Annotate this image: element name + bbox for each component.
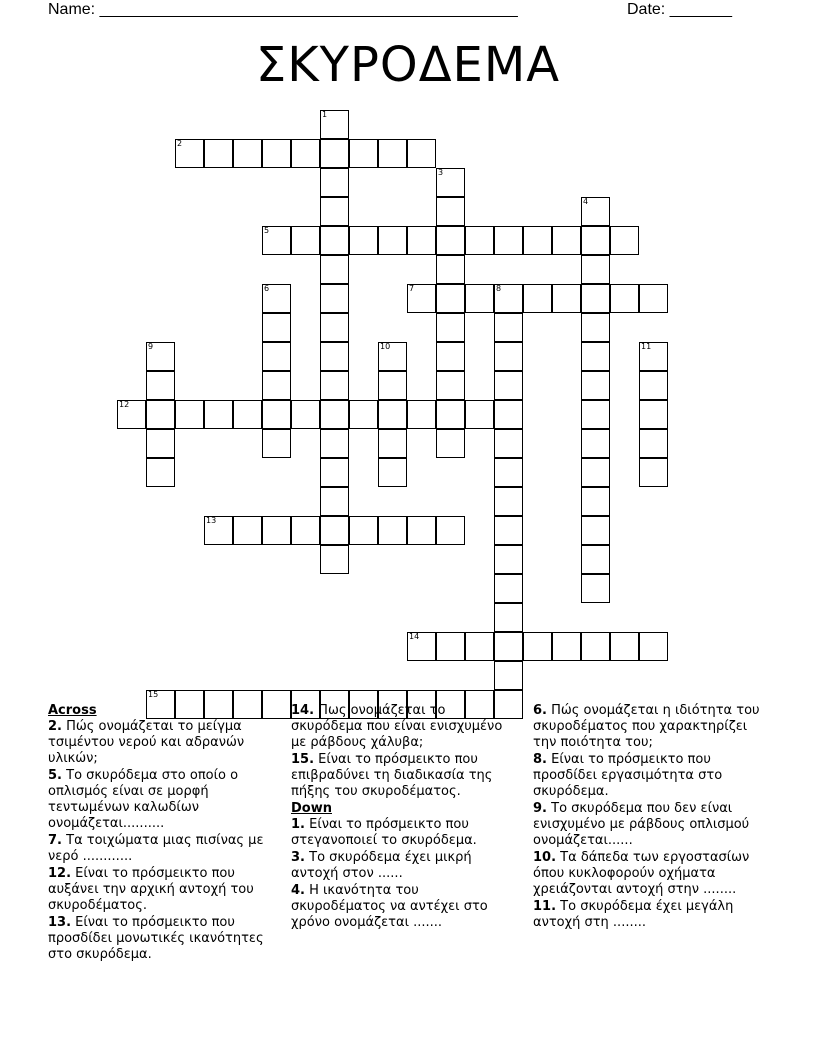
down-clue-6	[533, 703, 768, 751]
grid-cell[interactable]	[291, 400, 320, 429]
grid-cell[interactable]	[523, 226, 552, 255]
clues-column-1	[48, 703, 273, 964]
grid-cell[interactable]	[639, 284, 668, 313]
down-clue-4	[291, 883, 516, 931]
clue-number: 6.	[533, 703, 547, 718]
grid-cell[interactable]	[378, 516, 407, 545]
grid-cell[interactable]	[639, 342, 668, 371]
grid-cell[interactable]	[349, 226, 378, 255]
clue-text: Η ικανότητα του σκυροδέματος να αντέχει στο χρόνο ονομάζεται .......	[291, 883, 488, 930]
grid-cell[interactable]	[581, 342, 610, 371]
grid-cell[interactable]	[320, 139, 349, 168]
clues-column-2	[291, 703, 516, 932]
clue-number: 11.	[533, 899, 557, 914]
grid-cell[interactable]	[436, 632, 465, 661]
grid-cell[interactable]	[320, 197, 349, 226]
cell-number: 13	[206, 516, 217, 525]
clue-text: Είναι το πρόσμεικτο που προσδίδει μονωτικές ικανότητες στο σκυρόδεμα.	[48, 915, 264, 962]
grid-cell[interactable]	[639, 458, 668, 487]
clue-number: 12.	[48, 866, 72, 881]
grid-cell[interactable]	[436, 168, 465, 197]
grid-cell[interactable]	[378, 342, 407, 371]
grid-cell[interactable]	[262, 429, 291, 458]
clue-text: Πώς ονομάζεται η ιδιότητα του σκυροδέματος που χαρακτηρίζει την ποιότητα του;	[533, 703, 760, 750]
clue-text: Το σκυρόδεμα στο οποίο ο οπλισμός είναι σε μορφή τεντωμένων καλωδίων ονομάζεται..........	[48, 768, 239, 831]
grid-cell[interactable]	[320, 458, 349, 487]
grid-cell[interactable]	[262, 342, 291, 371]
grid-cell[interactable]	[320, 429, 349, 458]
grid-cell[interactable]	[407, 400, 436, 429]
grid-cell[interactable]	[204, 516, 233, 545]
grid-cell[interactable]	[610, 632, 639, 661]
grid-cell[interactable]	[262, 284, 291, 313]
across-clue-13	[48, 915, 273, 963]
grid-cell[interactable]	[436, 313, 465, 342]
cell-number: 14	[409, 632, 420, 641]
grid-cell[interactable]	[320, 545, 349, 574]
cell-number: 2	[177, 139, 183, 148]
grid-cell[interactable]	[262, 313, 291, 342]
clue-number: 4.	[291, 883, 305, 898]
grid-cell[interactable]	[378, 139, 407, 168]
clue-text: Τα δάπεδα των εργοστασίων όπου κυκλοφορούν οχήματα χρειάζονται αντοχή στην ........	[533, 850, 750, 897]
grid-cell[interactable]	[407, 139, 436, 168]
grid-cell[interactable]	[233, 400, 262, 429]
grid-cell[interactable]	[523, 632, 552, 661]
grid-cell[interactable]	[436, 400, 465, 429]
grid-cell[interactable]	[639, 400, 668, 429]
grid-cell[interactable]	[494, 284, 523, 313]
clue-text: Το σκυρόδεμα έχει μεγάλη αντοχή στη ........	[533, 899, 734, 930]
cell-number: 9	[148, 342, 154, 351]
grid-cell[interactable]	[146, 342, 175, 371]
clue-number: 2.	[48, 719, 62, 734]
grid-cell[interactable]	[320, 400, 349, 429]
cell-number: 8	[496, 284, 502, 293]
name-field-label: Name: _______________________________________________	[48, 1, 518, 18]
cell-number: 6	[264, 284, 270, 293]
grid-cell[interactable]	[320, 371, 349, 400]
down-clue-10	[533, 850, 768, 898]
grid-cell[interactable]	[175, 139, 204, 168]
grid-cell[interactable]	[610, 226, 639, 255]
grid-cell[interactable]	[610, 284, 639, 313]
grid-cell[interactable]	[494, 371, 523, 400]
down-clue-1	[291, 817, 516, 849]
grid-cell[interactable]	[494, 545, 523, 574]
grid-cell[interactable]	[494, 487, 523, 516]
grid-cell[interactable]	[320, 313, 349, 342]
clue-number: 10.	[533, 850, 557, 865]
clue-text: Είναι το πρόσμεικτο που επιβραδύνει τη διαδικασία της πήξης του σκυροδέματος.	[291, 752, 493, 799]
clue-number: 13.	[48, 915, 72, 930]
across-clue-14	[291, 703, 516, 751]
grid-cell[interactable]	[291, 226, 320, 255]
grid-cell[interactable]	[320, 110, 349, 139]
grid-cell[interactable]	[262, 516, 291, 545]
clue-text: Το σκυρόδεμα έχει μικρή αντοχή στον ......	[291, 850, 472, 881]
grid-cell[interactable]	[378, 458, 407, 487]
cell-number: 4	[583, 197, 589, 206]
grid-cell[interactable]	[378, 226, 407, 255]
clues-column-3	[533, 703, 768, 932]
grid-cell[interactable]	[378, 400, 407, 429]
grid-cell[interactable]	[320, 255, 349, 284]
across-clue-12	[48, 866, 273, 914]
grid-cell[interactable]	[494, 342, 523, 371]
clue-number: 14.	[291, 703, 315, 718]
cell-number: 3	[438, 168, 444, 177]
grid-cell[interactable]	[581, 400, 610, 429]
date-field-label: Date: _______	[627, 1, 732, 18]
grid-cell[interactable]	[146, 400, 175, 429]
grid-cell[interactable]	[262, 371, 291, 400]
grid-cell[interactable]	[581, 284, 610, 313]
clue-number: 5.	[48, 768, 62, 783]
grid-cell[interactable]	[291, 139, 320, 168]
clue-text: Είναι το πρόσμεικτο που στεγανοποιεί το σκυρόδεμα.	[291, 817, 477, 848]
grid-cell[interactable]	[639, 632, 668, 661]
grid-cell[interactable]	[581, 255, 610, 284]
grid-cell[interactable]	[436, 197, 465, 226]
grid-cell[interactable]	[465, 400, 494, 429]
grid-cell[interactable]	[581, 574, 610, 603]
cell-number: 12	[119, 400, 130, 409]
clue-text: Είναι το πρόσμεικτο που προσδίδει εργασιμότητα στο σκυρόδεμα.	[533, 752, 723, 799]
grid-cell[interactable]	[581, 516, 610, 545]
grid-cell[interactable]	[262, 139, 291, 168]
grid-cell[interactable]	[175, 400, 204, 429]
clue-number: 9.	[533, 801, 547, 816]
grid-cell[interactable]	[407, 226, 436, 255]
grid-cell[interactable]	[436, 516, 465, 545]
grid-cell[interactable]	[581, 313, 610, 342]
grid-cell[interactable]	[494, 458, 523, 487]
across-clue-15	[291, 752, 516, 800]
grid-cell[interactable]	[494, 429, 523, 458]
across-clue-2	[48, 719, 273, 767]
grid-cell[interactable]	[523, 284, 552, 313]
grid-cell[interactable]	[494, 632, 523, 661]
grid-cell[interactable]	[494, 603, 523, 632]
grid-cell[interactable]	[320, 284, 349, 313]
grid-cell[interactable]	[436, 284, 465, 313]
grid-cell[interactable]	[146, 429, 175, 458]
down-clue-3	[291, 850, 516, 882]
grid-cell[interactable]	[117, 400, 146, 429]
clue-text: Το σκυρόδεμα που δεν είναι ενισχυμένο με ράβδους οπλισμού ονομάζεται......	[533, 801, 750, 848]
down-heading: Down	[291, 801, 332, 816]
clue-text: Πώς ονομάζεται το μείγμα τσιμέντου νερού και αδρανών υλικών;	[48, 719, 245, 766]
grid-cell[interactable]	[320, 487, 349, 516]
clue-text: Τα τοιχώματα μιας πισίνας με νερό ............	[48, 833, 264, 864]
grid-cell[interactable]	[581, 487, 610, 516]
grid-cell[interactable]	[581, 458, 610, 487]
cell-number: 5	[264, 226, 270, 235]
cell-number: 7	[409, 284, 415, 293]
grid-cell[interactable]	[494, 574, 523, 603]
grid-cell[interactable]	[146, 371, 175, 400]
grid-cell[interactable]	[320, 342, 349, 371]
grid-cell[interactable]	[349, 139, 378, 168]
grid-cell[interactable]	[465, 632, 494, 661]
across-clue-7	[48, 833, 273, 865]
grid-cell[interactable]	[320, 516, 349, 545]
grid-cell[interactable]	[581, 632, 610, 661]
grid-cell[interactable]	[436, 255, 465, 284]
grid-cell[interactable]	[581, 429, 610, 458]
cell-number: 1	[322, 110, 328, 119]
down-clue-8	[533, 752, 768, 800]
grid-cell[interactable]	[552, 226, 581, 255]
grid-cell[interactable]	[204, 400, 233, 429]
grid-cell[interactable]	[262, 400, 291, 429]
grid-cell[interactable]	[494, 661, 523, 690]
clue-text: Είναι το πρόσμεικτο που αυξάνει την αρχική αντοχή του σκυροδέματος.	[48, 866, 254, 913]
grid-cell[interactable]	[639, 429, 668, 458]
across-heading: Across	[48, 703, 97, 718]
grid-cell[interactable]	[146, 458, 175, 487]
grid-cell[interactable]	[581, 371, 610, 400]
clue-number: 1.	[291, 817, 305, 832]
grid-cell[interactable]	[436, 429, 465, 458]
grid-cell[interactable]	[494, 516, 523, 545]
cell-number: 10	[380, 342, 391, 351]
grid-cell[interactable]	[494, 313, 523, 342]
grid-cell[interactable]	[407, 632, 436, 661]
grid-cell[interactable]	[581, 197, 610, 226]
clue-number: 3.	[291, 850, 305, 865]
clue-number: 7.	[48, 833, 62, 848]
grid-cell[interactable]	[436, 371, 465, 400]
grid-cell[interactable]	[436, 226, 465, 255]
cell-number: 11	[641, 342, 652, 351]
clue-text: Πως ονομάζεται το σκυρόδεμα που είναι ενισχυμένο με ράβδους χάλυβα;	[291, 703, 503, 750]
grid-cell[interactable]	[349, 516, 378, 545]
grid-cell[interactable]	[291, 516, 320, 545]
grid-cell[interactable]	[552, 284, 581, 313]
down-clue-11	[533, 899, 768, 931]
clue-number: 8.	[533, 752, 547, 767]
grid-cell[interactable]	[581, 226, 610, 255]
grid-cell[interactable]	[378, 371, 407, 400]
grid-cell[interactable]	[233, 139, 262, 168]
grid-cell[interactable]	[407, 284, 436, 313]
grid-cell[interactable]	[436, 342, 465, 371]
grid-cell[interactable]	[349, 400, 378, 429]
grid-cell[interactable]	[320, 226, 349, 255]
clue-number: 15.	[291, 752, 315, 767]
grid-cell[interactable]	[639, 371, 668, 400]
across-clue-5	[48, 768, 273, 832]
grid-cell[interactable]	[378, 429, 407, 458]
grid-cell[interactable]	[494, 226, 523, 255]
grid-cell[interactable]	[465, 226, 494, 255]
grid-cell[interactable]	[494, 400, 523, 429]
grid-cell[interactable]	[581, 545, 610, 574]
grid-cell[interactable]	[233, 516, 262, 545]
cell-number: 15	[148, 690, 159, 699]
grid-cell[interactable]	[320, 168, 349, 197]
grid-cell[interactable]	[465, 284, 494, 313]
grid-cell[interactable]	[204, 139, 233, 168]
grid-cell[interactable]	[407, 516, 436, 545]
grid-cell[interactable]	[262, 226, 291, 255]
down-clue-9	[533, 801, 768, 849]
puzzle-title: ΣΚΥΡΟΔΕΜΑ	[255, 37, 561, 93]
grid-cell[interactable]	[552, 632, 581, 661]
